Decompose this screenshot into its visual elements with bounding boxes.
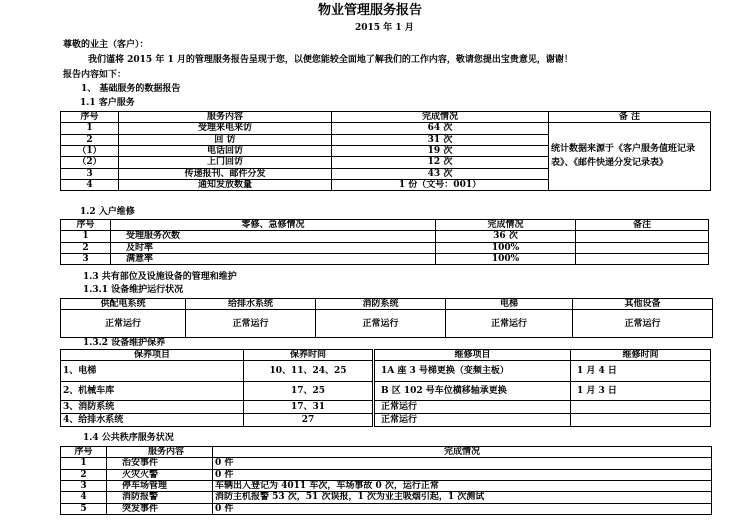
cell-index: 5 [61,503,107,514]
table-row [61,503,712,514]
page-title: 物业管理服务报告 [318,3,423,18]
intro-text: 我们谨将 2015 年 1 月的管理服务报告呈现于您，以便您能较全面地了解我们的工作内容，敬请您提出宝贵意见，谢谢！ [88,55,573,65]
cell-status: 正常运行 [446,310,573,338]
table-row [375,414,711,427]
cell-status: 车辆出入登记为 4011 车次，车场事故 0 次，运行正常 [213,481,712,492]
table-header-row [61,112,711,123]
cell-index: 4 [61,180,119,191]
cell-index: 3 [61,168,119,179]
cell-status: 31 次 [332,134,549,145]
cell-item: 1、电梯 [61,361,244,382]
cell-repair-time: 1 月 3 日 [571,382,711,401]
header-cell: 保养时间 [244,350,373,361]
section-1-1-heading: 1.1 客户服务 [80,98,135,108]
cell-status: 100% [436,254,576,265]
table-row [375,361,711,382]
cell-status: 43 次 [332,168,549,179]
header-cell: 序号 [61,220,111,231]
table-row [61,481,712,492]
header-cell: 序号 [61,112,119,123]
section-1-2-heading: 1.2 入户维修 [80,207,135,217]
source-note: 统计数据来源于《客户服务值班记录表》、《邮件快递分发记录表》 [549,123,711,191]
table-row [61,458,712,469]
section-1-heading: 1、 基础服务的数据报告 [81,84,181,94]
cell-index: 4 [61,492,107,503]
table-row [61,231,709,242]
header-cell: 序号 [61,447,107,458]
table-header-row [61,350,373,361]
cell-content: 火灾火警 [107,469,213,480]
cell-repair-time [571,414,711,427]
header-cell: 维修项目 [375,350,571,361]
report-date: 2015 年 1 月 [355,23,414,33]
cell-repair-time [571,401,711,414]
cell-repair-item: 正常运行 [375,401,571,414]
cell-repair-item: 1A 座 3 号梯更换（变频主板） [375,361,571,382]
cell-content: 电话回访 [119,146,332,157]
section-1-4-heading: 1.4 公共秩序服务状况 [83,433,174,443]
table-row [61,361,373,382]
cell-status: 0 件 [213,458,712,469]
cell-note [576,242,709,253]
cell-content: 受理服务次数 [111,231,436,242]
table-row [61,310,713,338]
cell-status: 0 件 [213,469,712,480]
cell-status: 12 次 [332,157,549,168]
table-row [61,382,373,401]
public-order-table [60,446,712,515]
cell-item: 2、机械车库 [61,382,244,401]
cell-status: 36 次 [436,231,576,242]
cell-content: 上门回访 [119,157,332,168]
cell-status: 正常运行 [316,310,446,338]
cell-status: 消防主机报警 53 次，51 次误报，1 次为业主吸烟引起，1 次测试 [213,492,712,503]
table-row [61,492,712,503]
table-row [61,414,373,427]
cell-index: 3 [61,254,111,265]
header-cell: 其他设备 [573,299,713,310]
table-header-row [61,220,709,231]
cell-item: 3、消防系统 [61,401,244,414]
cell-content: 回 访 [119,134,332,145]
header-cell: 服务内容 [119,112,332,123]
header-cell: 给排水系统 [186,299,316,310]
header-cell: 消防系统 [316,299,446,310]
table-header-row [375,350,711,361]
cell-time: 17、25 [244,382,373,401]
cell-time: 10、11、24、25 [244,361,373,382]
header-cell: 保养项目 [61,350,244,361]
section-1-3-2-heading: 1.3.2 设备维护保养 [83,338,166,348]
header-cell: 备注 [576,220,709,231]
table-row [61,469,712,480]
header-cell: 电梯 [446,299,573,310]
cell-content: 突发事件 [107,503,213,514]
cell-repair-time: 1 月 4 日 [571,361,711,382]
header-cell: 维修时间 [571,350,711,361]
cell-content: 满意率 [111,254,436,265]
cell-index: （1） [61,146,119,157]
cell-index: 1 [61,123,119,134]
header-cell: 零修、急修情况 [111,220,436,231]
cell-status: 正常运行 [186,310,316,338]
section-1-3-1-heading: 1.3.1 设备维护运行状况 [83,285,184,295]
cell-status: 正常运行 [61,310,186,338]
cell-content: 治安事件 [107,458,213,469]
contents-label: 报告内容如下： [63,70,127,80]
table-row [61,401,373,414]
salutation: 尊敬的业主（客户）： [63,40,149,50]
cell-index: （2） [61,157,119,168]
cell-content: 停车场管理 [107,481,213,492]
table-row [375,382,711,401]
table-row [61,123,711,134]
cell-status: 1 份（文号：001） [332,180,549,191]
header-cell: 服务内容 [107,447,213,458]
cell-status: 64 次 [332,123,549,134]
cell-repair-item: 正常运行 [375,414,571,427]
equipment-status-table [60,298,713,338]
cell-content: 及时率 [111,242,436,253]
cell-time: 27 [244,414,373,427]
table-header-row [61,447,712,458]
customer-service-table [60,111,711,191]
cell-index: 2 [61,134,119,145]
header-cell: 完成情况 [213,447,712,458]
maintenance-right-table [374,349,711,427]
table-row [61,242,709,253]
cell-time: 17、31 [244,401,373,414]
cell-note [576,254,709,265]
repair-table [60,219,709,265]
cell-status: 0 件 [213,503,712,514]
cell-content: 传递报刊、邮件分发 [119,168,332,179]
cell-index: 2 [61,469,107,480]
cell-index: 1 [61,231,111,242]
header-cell: 完成情况 [332,112,549,123]
cell-content: 通知发放数量 [119,180,332,191]
cell-index: 1 [61,458,107,469]
section-1-3-heading: 1.3 共有部位及设施设备的管理和维护 [83,272,237,282]
header-cell: 备 注 [549,112,711,123]
header-cell: 供配电系统 [61,299,186,310]
cell-index: 3 [61,481,107,492]
cell-status: 正常运行 [573,310,713,338]
cell-content: 受理来电来访 [119,123,332,134]
maintenance-left-table [60,349,373,427]
table-row [61,254,709,265]
table-row [375,401,711,414]
header-cell: 完成情况 [436,220,576,231]
cell-content: 消防报警 [107,492,213,503]
cell-repair-item: B 区 102 号车位横移轴承更换 [375,382,571,401]
table-header-row [61,299,713,310]
cell-item: 4、给排水系统 [61,414,244,427]
cell-index: 2 [61,242,111,253]
cell-note [576,231,709,242]
cell-status: 19 次 [332,146,549,157]
cell-status: 100% [436,242,576,253]
